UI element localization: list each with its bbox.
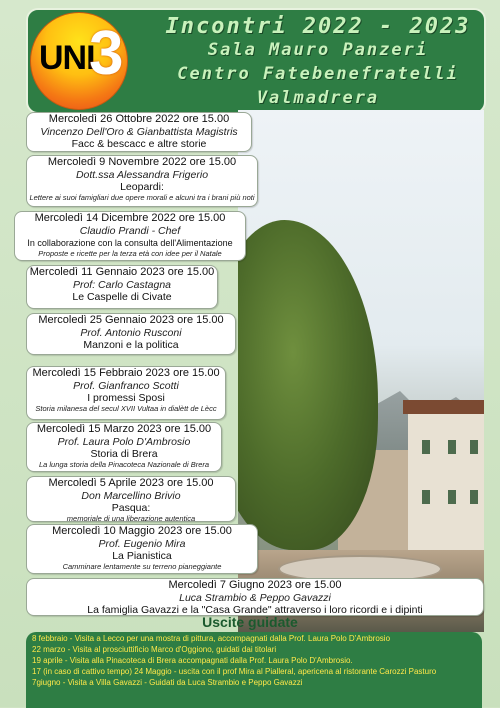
venue-centre: Centro Fatebenefratelli (177, 64, 459, 84)
event-title: In collaborazione con la consulta dell'Alimentazione (27, 238, 233, 248)
event-date: Mercoledì 25 Gennaio 2023 ore 15.00 (38, 314, 224, 326)
uscite-item: 22 marzo - Visita al prosciuttificio Marco d'Oggiono, guidati dai titolari (32, 645, 277, 654)
event-card (26, 155, 258, 207)
event-speaker: Prof. Gianfranco Scotti (73, 380, 179, 392)
uscite-item: 17 (in caso di cattivo tempo) 24 Maggio - uscita con il prof Mira al Pialleral, apericena al ristorante Carozzi Pasturo (32, 667, 437, 676)
event-speaker: Prof. Antonio Rusconi (80, 327, 182, 339)
event-title: Storia di Brera (90, 448, 158, 460)
event-speaker: Vincenzo Dell'Oro & Gianbattista Magistris (40, 126, 238, 138)
event-card (14, 211, 246, 261)
event-date: Mercoledì 11 Gennaio 2023 ore 15.00 (29, 266, 215, 278)
event-note: Storia milanesa del secul XVII Vultaa in dialètt de Lècc (35, 404, 217, 413)
event-date: Mercoledì 9 Novembre 2022 ore 15.00 (47, 156, 237, 168)
event-date: Mercoledì 14 Dicembre 2022 ore 15.00 (34, 212, 226, 224)
event-note: Proposte e ricette per la terza età con idee per il Natale (38, 249, 222, 258)
event-card (26, 112, 252, 152)
event-title: Manzoni e la politica (83, 339, 179, 351)
event-date: Mercoledì 5 Aprile 2023 ore 15.00 (48, 477, 214, 489)
uscite-title: Uscite guidate (202, 614, 298, 630)
event-speaker: Prof. Laura Polo D'Ambrosio (57, 436, 191, 448)
event-speaker: Claudio Prandi - Chef (79, 225, 181, 237)
event-speaker: Luca Strambio & Peppo Gavazzi (179, 592, 331, 604)
logo-number: 3 (89, 19, 124, 88)
village-photo (238, 110, 484, 632)
event-speaker: Don Marcellino Brivio (81, 490, 181, 502)
event-speaker: Prof: Carlo Castagna (72, 279, 172, 291)
event-title: Pasqua: (111, 502, 151, 514)
event-card (26, 476, 236, 522)
building-shape (408, 410, 484, 560)
event-note: Lettere ai suoi famigliari due opere morali e alcuni tra i brani più noti (29, 193, 255, 202)
event-date: Mercoledì 10 Maggio 2023 ore 15.00 (52, 525, 232, 537)
logo-text: UNI (39, 39, 95, 77)
event-note: Camminare lentamente su terreno pianeggiante (62, 562, 222, 571)
event-card (26, 265, 218, 309)
event-title: Le Caspelle di Civate (72, 291, 172, 303)
venue-name: Sala Mauro Panzeri (207, 40, 429, 60)
event-title: La famiglia Gavazzi e la "Casa Grande" attraverso i loro ricordi e i dipinti (87, 604, 423, 616)
event-date: Mercoledì 26 Ottobre 2022 ore 15.00 (48, 113, 230, 125)
poster-title: Incontri 2022 - 2023 (165, 14, 471, 39)
event-date: Mercoledì 15 Marzo 2023 ore 15.00 (36, 423, 212, 435)
event-note: memoriale di una liberazione autentica (66, 514, 196, 523)
venue-town: Valmadrera (256, 88, 380, 108)
event-card (26, 313, 236, 355)
uscite-panel (26, 632, 482, 708)
event-title: Facc & bescacc e altre storie (71, 138, 207, 150)
header-banner (26, 8, 486, 114)
roof-shape (403, 400, 484, 414)
event-note: La lunga storia della Pinacoteca Nazionale di Brera (38, 460, 210, 469)
uni3-logo (30, 12, 128, 110)
event-title: Leopardi: (120, 181, 164, 193)
uscite-item: 7giugno - Visita a Villa Gavazzi - Guidati da Luca Strambio e Peppo Gavazzi (32, 678, 303, 687)
event-date: Mercoledì 15 Febbraio 2023 ore 15.00 (32, 367, 220, 379)
event-title: I promessi Sposi (87, 392, 165, 404)
uscite-item: 8 febbraio - Visita a Lecco per una mostra di pittura, accompagnati dalla Prof. Laura Polo D'Ambrosio (32, 634, 391, 643)
uscite-item: 19 aprile - Visita alla Pinacoteca di Brera accompagnati dalla Prof. Laura Polo D'Ambrosio. (32, 656, 353, 665)
event-card (26, 366, 226, 420)
event-card (26, 524, 258, 574)
event-card (26, 578, 484, 616)
event-title: La Pianistica (112, 550, 172, 562)
event-speaker: Dott.ssa Alessandra Frigerio (75, 169, 209, 181)
event-date: Mercoledì 7 Giugno 2023 ore 15.00 (168, 579, 342, 591)
event-card (26, 422, 222, 472)
event-speaker: Prof. Eugenio Mira (98, 538, 186, 550)
tree-shape (238, 220, 378, 550)
